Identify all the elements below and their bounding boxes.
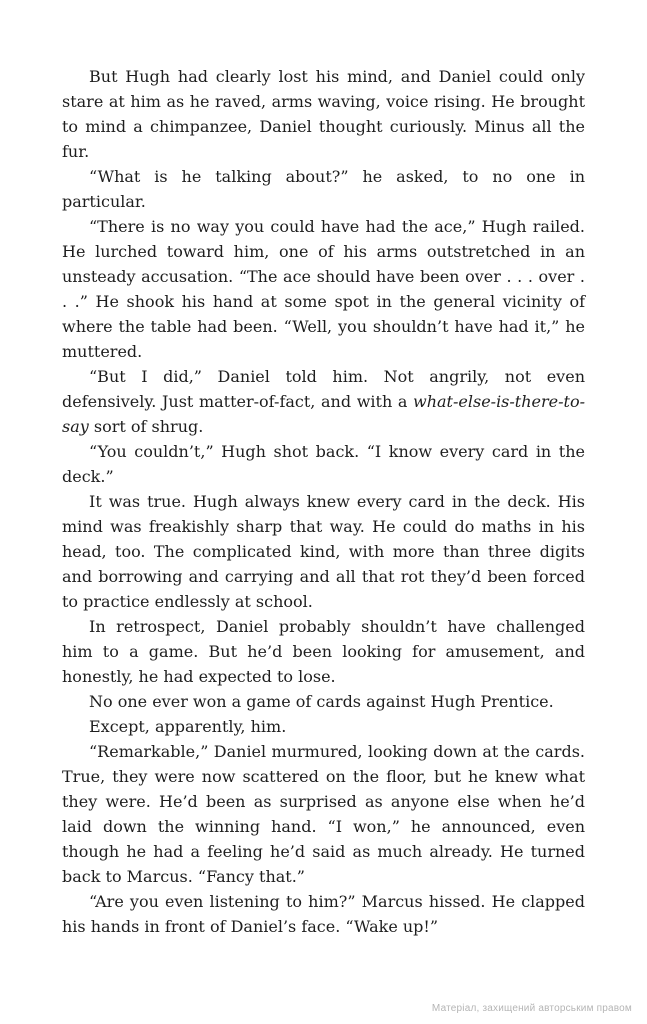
text-segment: “You couldn’t,” Hugh shot back. “I know every card in the deck.”: [62, 442, 585, 486]
text-segment: “Are you even listening to him?” Marcus hissed. He clapped his hands in front of Daniel’s face. “Wake up!”: [62, 892, 585, 936]
paragraph: [62, 489, 585, 614]
italic-text-segment: what-else-is-there-to-say: [62, 392, 585, 436]
paragraph: [62, 214, 585, 364]
paragraph: [62, 714, 585, 739]
text-segment: In retrospect, Daniel probably shouldn’t have challenged him to a game. But he’d been looking for amusement, and honestly, he had expected to lose.: [62, 617, 585, 686]
text-segment: Except, apparently, him.: [89, 717, 287, 736]
text-segment: No one ever won a game of cards against Hugh Prentice.: [89, 692, 554, 711]
text-segment: But Hugh had clearly lost his mind, and Daniel could only stare at him as he raved, arms waving, voice rising. He brought to mind a chimpanzee, Daniel thought curiously. Minus all the fur.: [62, 67, 585, 161]
text-segment: It was true. Hugh always knew every card in the deck. His mind was freakishly sharp that way. He could do maths in his head, too. The complicated kind, with more than three digits and borrowing and carrying and all that rot they’d been forced to practice endlessly at school.: [62, 492, 585, 611]
text-segment: “What is he talking about?” he asked, to no one in particular.: [62, 167, 585, 211]
text-segment: “There is no way you could have had the ace,” Hugh railed. He lurched toward him, one of his arms outstretched in an unsteady accusation. “The ace should have been over . . . over . . .” He shook his hand at some spot in the general vicinity of where the table had been. “Well, you shouldn’t have had it,” he muttered.: [62, 217, 585, 361]
paragraph: [62, 64, 585, 164]
page-text: [62, 64, 585, 939]
text-segment: “But I did,” Daniel told him. Not angrily, not even defensively. Just matter-of-fact, and with a: [62, 367, 585, 411]
text-segment: “Remarkable,” Daniel murmured, looking down at the cards. True, they were now scattered on the floor, but he knew what they were. He’d been as surprised as anyone else when he’d laid down the winning hand. “I won,” he announced, even though he had a feeling he’d said as much already. He turned back to Marcus. “Fancy that.”: [62, 742, 585, 886]
paragraph: [62, 614, 585, 689]
paragraph: [62, 889, 585, 939]
paragraph: [62, 164, 585, 214]
paragraph: [62, 689, 585, 714]
text-segment: sort of shrug.: [88, 417, 204, 436]
paragraph: [62, 364, 585, 439]
paragraph: [62, 739, 585, 889]
paragraph: [62, 439, 585, 489]
copyright-watermark: Матеріал, захищений авторським правом: [431, 1003, 632, 1014]
